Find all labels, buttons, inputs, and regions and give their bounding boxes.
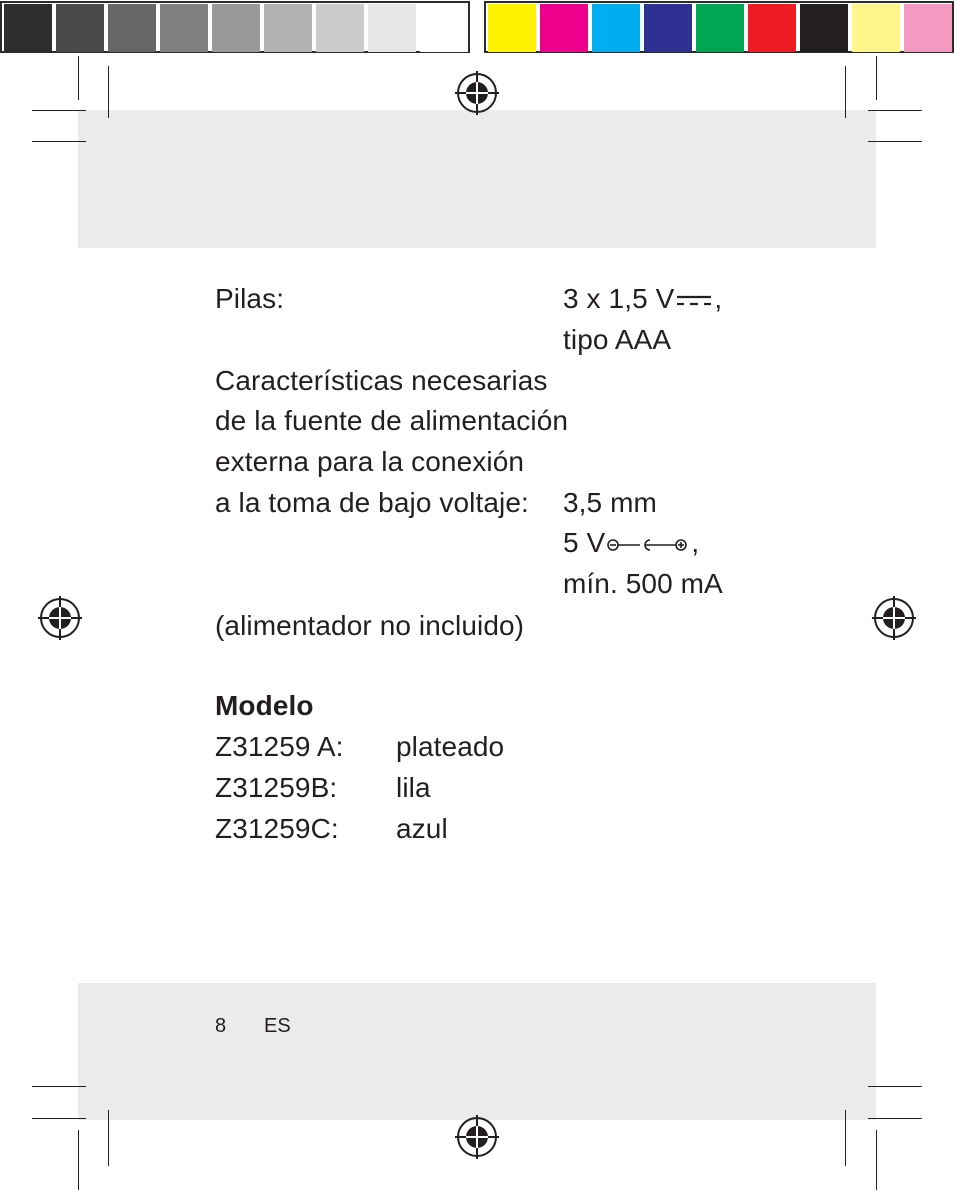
- model-color: plateado: [396, 731, 505, 762]
- batteries-label: Pilas:: [215, 283, 285, 314]
- color-swatch: [420, 4, 468, 52]
- page-number: 8: [215, 1015, 227, 1037]
- registration-target-icon: [38, 596, 82, 640]
- model-code: Z31259 A:: [215, 731, 344, 762]
- color-swatch: [644, 4, 692, 52]
- model-heading: Modelo: [215, 690, 314, 721]
- registration-target-icon: [872, 596, 916, 640]
- color-swatch: [368, 4, 416, 52]
- color-swatch: [592, 4, 640, 52]
- registration-target-icon: [455, 1115, 499, 1159]
- color-swatch: [56, 4, 104, 52]
- voltage-comma: ,: [691, 527, 700, 558]
- voltage-value: [563, 523, 699, 563]
- model-color: lila: [396, 772, 431, 803]
- header-band: [78, 110, 876, 248]
- footer-band: [78, 983, 876, 1120]
- color-swatch: [4, 4, 52, 52]
- plug-size: 3,5 mm: [563, 487, 657, 518]
- language-code: ES: [264, 1015, 291, 1037]
- current-value: mín. 500 mA: [563, 568, 723, 599]
- color-swatch: [748, 4, 796, 52]
- color-swatch: [160, 4, 208, 52]
- direct-current-icon: [674, 291, 714, 311]
- batteries-value: [563, 279, 722, 319]
- model-color: azul: [396, 813, 448, 844]
- color-swatch: [316, 4, 364, 52]
- polarity-icon: [605, 535, 691, 555]
- power-label-line2: de la fuente de alimentación: [215, 405, 569, 436]
- adapter-note: (alimentador no incluido): [215, 610, 525, 641]
- color-swatch: [904, 4, 952, 52]
- color-swatch: [108, 4, 156, 52]
- color-swatch: [540, 4, 588, 52]
- color-swatch: [696, 4, 744, 52]
- power-label-line1: Características necesarias: [215, 365, 548, 396]
- batteries-voltage: 3 x 1,5 V: [563, 283, 675, 314]
- power-label-line3: externa para la conexión: [215, 446, 525, 477]
- color-swatch: [852, 4, 900, 52]
- model-code: Z31259C:: [215, 813, 339, 844]
- color-swatch: [800, 4, 848, 52]
- batteries-comma: ,: [714, 283, 723, 314]
- voltage-text: 5 V: [563, 527, 606, 558]
- power-label-line4: a la toma de bajo voltaje:: [215, 487, 529, 518]
- color-swatch: [488, 4, 536, 52]
- registration-target-icon: [455, 71, 499, 115]
- color-swatch: [264, 4, 312, 52]
- batteries-type: tipo AAA: [563, 324, 672, 355]
- model-code: Z31259B:: [215, 772, 338, 803]
- color-swatch: [212, 4, 260, 52]
